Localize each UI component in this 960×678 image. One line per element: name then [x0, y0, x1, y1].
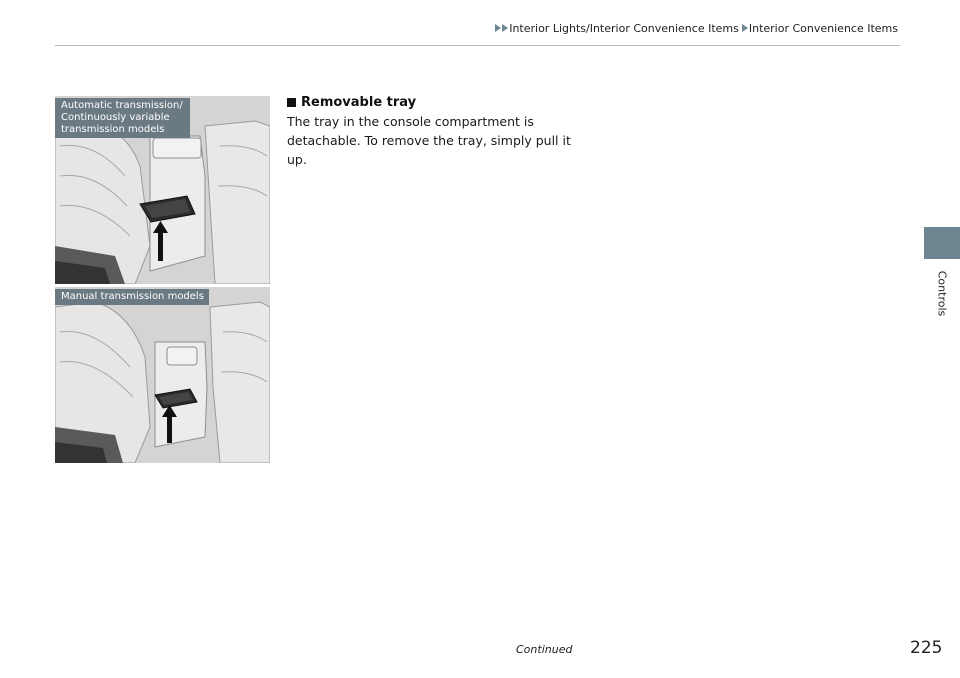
breadcrumb-item[interactable]: Interior Lights/Interior Convenience Items: [509, 21, 739, 35]
continued-label: Continued: [516, 643, 573, 656]
chapter-tab-label[interactable]: [924, 263, 960, 323]
section-heading: [287, 93, 577, 111]
figure-manual-transmission: [55, 287, 270, 463]
section-body-text: The tray in the console compartment is detachable. To remove the tray, simply pull it up.: [287, 114, 571, 167]
figure-caption-label: Automatic transmission/ Continuously variable transmission models: [55, 98, 190, 138]
breadcrumb: [495, 20, 901, 36]
page-number: 225: [910, 638, 943, 658]
breadcrumb-item[interactable]: Interior Convenience Items: [748, 21, 898, 35]
chapter-tab-marker[interactable]: [924, 227, 960, 259]
breadcrumb-arrow-icon: [742, 24, 748, 32]
section-title: Removable tray: [301, 94, 417, 110]
header-divider: [55, 45, 900, 46]
section-removable-tray: [287, 93, 577, 169]
breadcrumb-arrow-icon: [495, 24, 501, 32]
breadcrumb-arrow-icon: [502, 24, 508, 32]
figure-caption-label: Manual transmission models: [55, 289, 209, 305]
console-tray-illustration-manual: [55, 287, 270, 463]
figure-automatic-transmission: [55, 96, 270, 284]
square-bullet-icon: [287, 98, 296, 107]
chapter-tab-text: Controls: [935, 270, 949, 316]
